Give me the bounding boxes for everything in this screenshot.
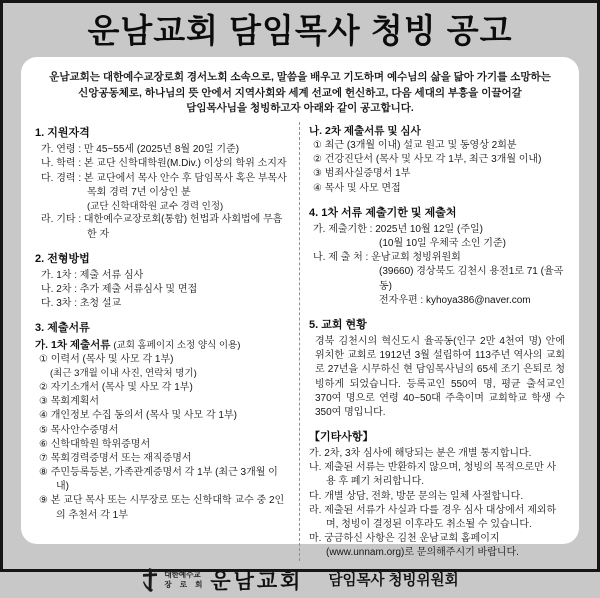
selection-round-2: 나. 2차 : 추가 제출 서류심사 및 면접 [41, 283, 198, 295]
round2-item-4: ④ 목사 및 사모 면접 [313, 182, 401, 194]
documents-round2-subheading: 나. 2차 제출서류 및 심사 [309, 125, 421, 138]
qualification-education: 나. 학력 : 본 교단 신학대학원(M.Div.) 이상의 학위 소지자 [41, 158, 287, 170]
section-qualifications-heading: 1. 지원자격 [35, 127, 90, 140]
page-title: 운남교회 담임목사 청빙 공고 [87, 12, 513, 49]
cross-icon [141, 567, 159, 593]
misc-item-5: 마. 궁금하신 사항은 김천 운남교회 홈페이지 (www.unnam.org)로 문의해주시기 바랍니다. [309, 533, 519, 559]
document-item-3: ③ 목회계획서 [39, 396, 100, 408]
round2-item-3: ③ 범죄사실증명서 1부 [313, 168, 411, 180]
section-selection-process [35, 250, 290, 312]
documents-round1-label: 가. 1차 제출서류 [35, 339, 111, 352]
content-panel [21, 57, 579, 593]
round2-item-1: ① 최근 (3개월 이내) 설교 원고 및 동영상 2회분 [313, 140, 517, 152]
two-column-layout [35, 122, 565, 560]
misc-item-2: 나. 제출된 서류는 반환하지 않으며, 청빙의 목적으로만 사용 후 폐기 처리합니다. [309, 462, 557, 488]
church-name: 운남교회 [210, 569, 304, 593]
submission-deadline-note: (10월 10일 우체국 소인 기준) [379, 238, 506, 250]
section-qualifications [35, 124, 290, 242]
submission-address: 나. 제 출 처 : 운남교회 청빙위원회 [313, 252, 461, 264]
document-item-5: ⑤ 목사안수증명서 [39, 424, 119, 436]
submission-postal-address: (39660) 경상북도 김천시 용전1로 71 (율곡동) [379, 266, 564, 292]
committee-name: 담임목사 청빙위원회 [328, 573, 459, 590]
denomination-line-1: 대한예수교 [164, 570, 201, 580]
section-selection-heading: 2. 전형방법 [35, 252, 90, 265]
section-documents-round2 [309, 124, 565, 196]
documents-round1-note: (교회 홈페이지 소정 양식 이용) [113, 340, 241, 352]
document-item-9: ⑨ 본 교단 목사 또는 시무장로 또는 신학대학 교수 중 2인의 추천서 각 1부 [39, 495, 285, 521]
document-item-6: ⑥ 신학대학원 학위증명서 [39, 438, 151, 450]
church-status-body: 경북 김천시의 혁신도시 율곡동(인구 2만 4천여 명) 안에 위치한 교회로 1912년 3월 설립하여 113주년 역사의 교회로 27년을 시무하신 현 담임목사님의 65세 조기 은퇴로 청빙하게 되었습니다. 등록교인 550여 명, 평균 출석교인 370여 명으로 연령 40~50대 주축이며 교회학교 학생 수 350여 명입니다. [315, 335, 565, 418]
qualification-career: 다. 경력 : 본 교단에서 목사 안수 후 담임목사 혹은 부목사 목회 경력 7년 이상인 분 [41, 172, 287, 198]
document-item-4: ④ 개인정보 수집 동의서 (목사 및 사모 각 1부) [39, 410, 237, 422]
submission-email: 전자우편 : kyhoya386@naver.com [379, 294, 531, 306]
section-misc [309, 428, 565, 561]
section-submission-heading: 4. 1차 서류 제출기한 및 제출처 [309, 206, 457, 219]
section-church-status-heading: 5. 교회 현황 [309, 318, 367, 331]
qualification-age: 가. 연령 : 만 45~55세 (2025년 8월 20일 기준) [41, 144, 240, 156]
document-item-1: ① 이력서 (목사 및 사모 각 1부) [39, 354, 174, 366]
misc-item-3: 다. 개별 상담, 전화, 방문 문의는 일체 사절합니다. [309, 490, 524, 502]
qualification-etc: 라. 기타 : 대한예수교장로회(통합) 헌법과 사회법에 무흠한 자 [41, 214, 283, 240]
footer [35, 561, 565, 598]
selection-round-3: 다. 3차 : 초청 설교 [41, 298, 122, 310]
intro-paragraph [35, 70, 565, 117]
intro-line-3: 담임목사님을 청빙하고자 아래와 같이 공고합니다. [186, 102, 414, 115]
section-submission [309, 204, 565, 308]
document-item-1-note: (최근 3개월 이내 사진, 연락처 명기) [50, 368, 197, 380]
section-documents [35, 319, 290, 522]
document-item-2: ② 자기소개서 (목사 및 사모 각 1부) [39, 381, 193, 393]
round2-item-2: ② 건강진단서 (목사 및 사모 각 1부, 최근 3개월 이내) [313, 154, 542, 166]
denomination-line-2: 장 로 회 [164, 579, 206, 589]
selection-round-1: 가. 1차 : 제출 서류 심사 [41, 269, 144, 281]
document-item-7: ⑦ 목회경력증명서 또는 재직증명서 [39, 452, 192, 464]
intro-line-2: 신앙공동체로, 하나님의 뜻 안에서 지역사회와 세계 선교에 헌신하고, 다음 세대의 부흥을 이끌어갈 [78, 86, 522, 99]
right-column [300, 122, 565, 560]
intro-line-1: 운남교회는 대한예수교장로회 경서노회 소속으로, 말씀을 배우고 기도하며 예수님의 삶을 닮아 가기를 소망하는 [49, 70, 551, 83]
documents-round1-subheading [35, 338, 290, 353]
misc-item-4: 라. 제출된 서류가 사실과 다를 경우 심사 대상에서 제외하며, 청빙이 결정된 이후라도 취소될 수 있습니다. [309, 504, 557, 531]
section-church-status [309, 316, 565, 420]
document-item-8: ⑧ 주민등록등본, 가족관계증명서 각 1부 (최근 3개월 이내) [39, 467, 278, 493]
misc-item-1: 가. 2차, 3차 심사에 해당되는 분은 개별 통지합니다. [309, 448, 532, 460]
announcement-page [3, 12, 597, 593]
left-column [35, 122, 300, 560]
submission-deadline: 가. 제출기한 : 2025년 10월 12일 (주일) [313, 223, 483, 235]
section-documents-heading: 3. 제출서류 [35, 322, 90, 335]
denomination-label [164, 570, 205, 589]
qualification-career-note: (교단 신학대학원 교수 경력 인정) [87, 200, 224, 212]
section-misc-heading: 【기타사항】 [309, 431, 374, 444]
